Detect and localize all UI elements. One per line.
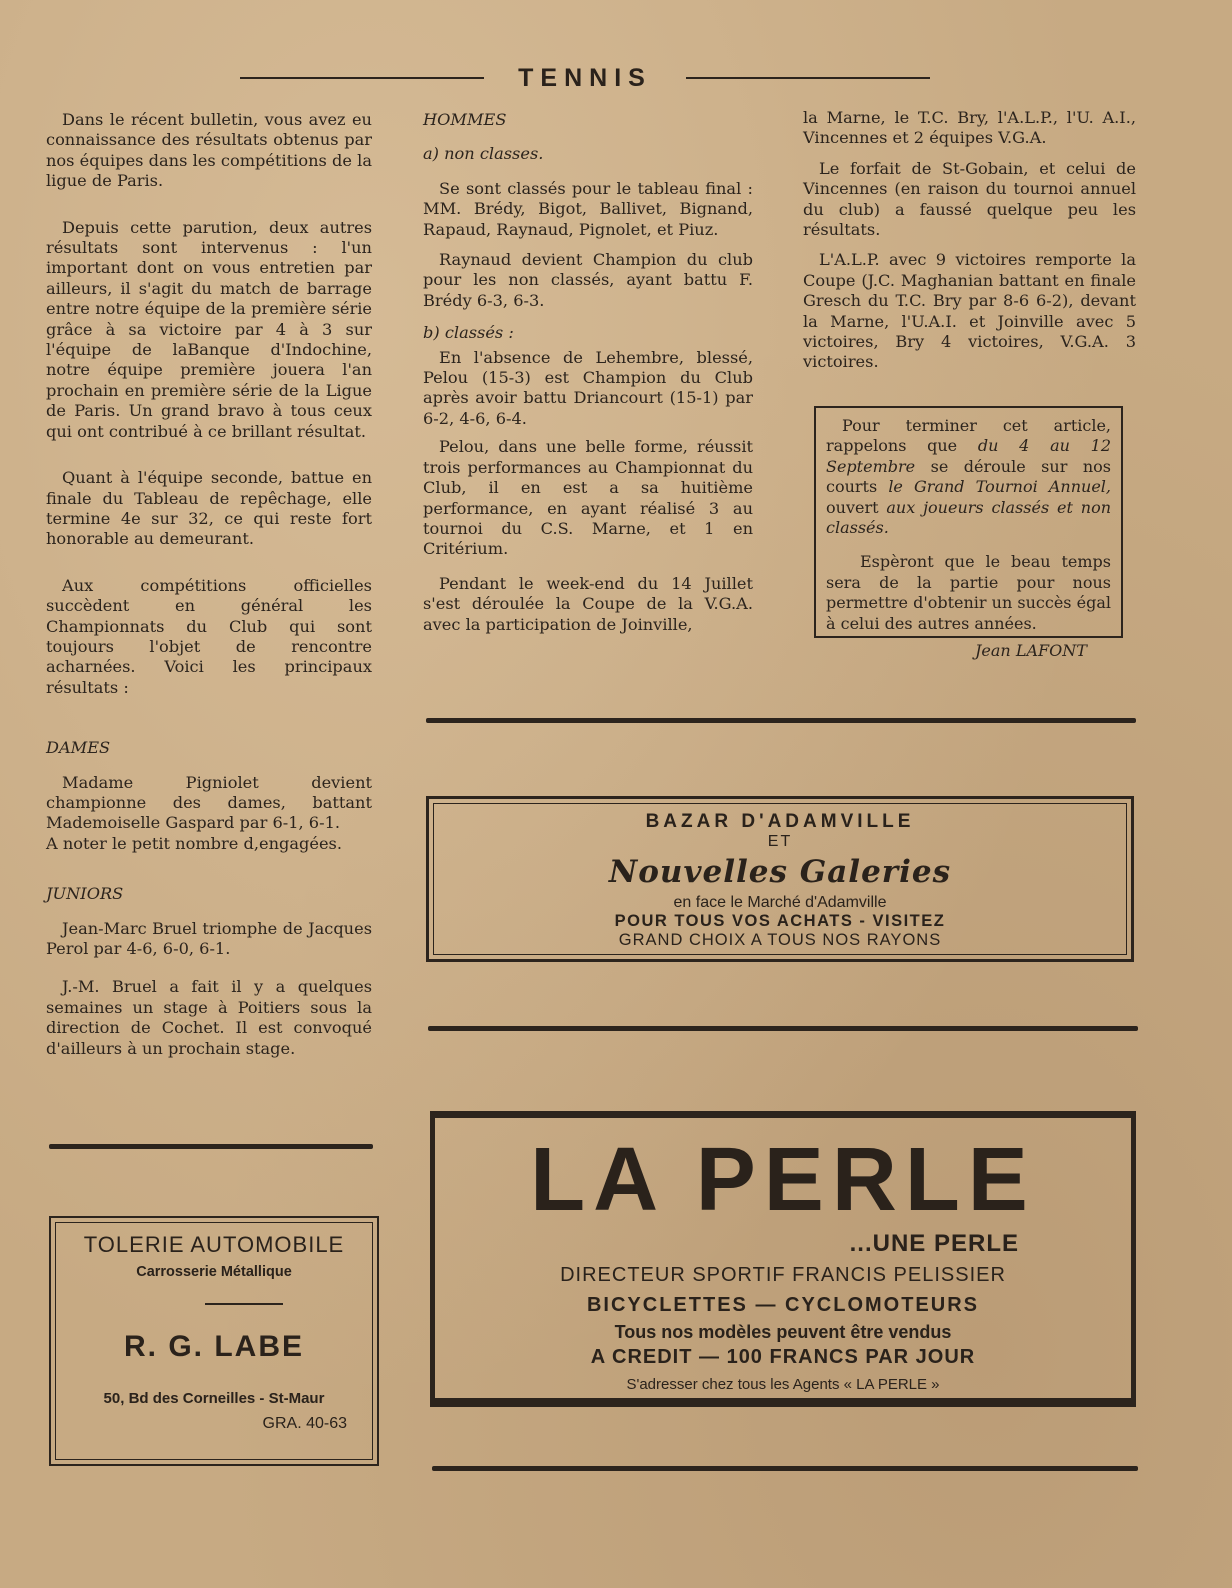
ad-phone: GRA. 40-63 — [262, 1415, 347, 1432]
ad-credit-offer: A CREDIT — 100 FRANCS PAR JOUR — [590, 1346, 976, 1368]
tolerie-automobile-ad — [49, 1216, 379, 1466]
paragraph: Le forfait de St-Gobain, et celui de Vincennes (en raison du tournoi annuel du club) a faussé quelque peu les résultats. — [803, 158, 1136, 240]
ad-director: DIRECTEUR SPORTIF FRANCIS PELISSIER — [560, 1264, 1006, 1286]
ad-credit-note: Tous nos modèles peuvent être vendus — [614, 1322, 952, 1342]
ad-owner-name: R. G. LABE — [123, 1330, 304, 1363]
dames-heading: DAMES — [46, 738, 111, 758]
section-header — [240, 60, 930, 96]
ad-conjunction: ET — [767, 833, 793, 850]
text-run: se déroule sur nos courts — [826, 456, 1111, 497]
paragraph: Madame Pigniolet devient championne des dames, battant Mademoiselle Gaspard par 6-1, 6-1. — [46, 772, 372, 833]
ad-tagline: ...UNE PERLE — [849, 1230, 1019, 1257]
paragraph: Pelou, dans une belle forme, réussit trois performances au Championnat du Club, il en est a sa huitième performance, en ayant réalisé 3 au tournoi du C.S. Marne, et 1 en Critérium. — [423, 437, 753, 559]
paragraph: L'A.L.P. avec 9 victoires remporte la Coupe (J.C. Maghanian battant en finale Gresch du T.C. Bry par 8-6 6-2), devant la Marne, l'U.A.I. et Joinville avec 5 victoires, Bry 4 victoires, V.G.A. 3 victoires. — [803, 250, 1136, 372]
paragraph: Espèront que le beau temps sera de la partie pour nous permettre d'obtenir un succès égal à celui des autres années. — [826, 552, 1111, 633]
paragraph: Jean-Marc Bruel triomphe de Jacques Perol par 4-6, 6-0, 6-1. — [46, 918, 372, 958]
ad-separator — [205, 1303, 283, 1305]
ad-slogan: POUR TOUS VOS ACHATS - VISITEZ — [614, 912, 946, 930]
dates-emphasis: du 4 au 12 Septembre — [826, 436, 1112, 476]
players-emphasis: aux joueurs classés et non classés. — [826, 497, 1112, 538]
ad-brand-name: LA PERLE — [530, 1130, 1036, 1230]
hommes-heading: HOMMES — [423, 110, 507, 129]
article-column-1 — [46, 110, 372, 1059]
header-rule-left — [240, 77, 484, 79]
paragraph: Pendant le week-end du 14 Juillet s'est déroulée la Coupe de la V.G.A. avec la participation de Joinville, — [423, 573, 753, 634]
ad-store-name: BAZAR D'ADAMVILLE — [645, 811, 915, 832]
paragraph: Quant à l'équipe seconde, battue en finale du Tableau de repêchage, elle termine 4e sur 32, ce qui reste fort honorable au demeurant. — [46, 468, 372, 549]
text-run: ouvert — [826, 497, 887, 517]
la-perle-ad — [430, 1111, 1136, 1407]
bazar-adamville-ad — [426, 796, 1134, 962]
paragraph: A noter le petit nombre d,engagées. — [46, 833, 342, 853]
ad-agents: S'adresser chez tous les Agents « LA PERLE » — [626, 1376, 940, 1393]
subheading-classes: b) classés : — [423, 323, 514, 343]
text-run: Pour terminer cet article, rappelons que — [826, 416, 1111, 456]
paragraph: la Marne, le T.C. Bry, l'A.L.P., l'U. A.I., Vincennes et 2 équipes V.G.A. — [803, 108, 1136, 148]
author-signature: Jean LAFONT — [975, 641, 1087, 660]
announcement-text — [826, 416, 1111, 538]
paragraph: Dans le récent bulletin, vous avez eu connaissance des résultats obtenus par nos équipes dans les compétitions de la ligue de Paris. — [46, 110, 372, 191]
ad-location: en face le Marché d'Adamville — [673, 894, 887, 911]
header-rule-right — [686, 77, 930, 79]
paragraph: Aux compétitions officielles succèdent en général les Championnats du Club qui sont toujours l'objet de rencontre acharnées. Voici les principaux résultats : — [46, 575, 372, 697]
juniors-heading: JUNIORS — [46, 884, 124, 904]
page-title: TENNIS — [518, 63, 652, 92]
ad-slogan-2: GRAND CHOIX A TOUS NOS RAYONS — [618, 931, 942, 949]
ad-specialty: Carrosserie Métallique — [136, 1264, 292, 1280]
article-column-3 — [803, 108, 1136, 373]
paragraph: Raynaud devient Champion du club pour les non classés, ayant battu F. Brédy 6-3, 6-3. — [423, 250, 753, 310]
paragraph: J.-M. Bruel a fait il y a quelques semaines un stage à Poitiers sous la direction de Cochet. Il est convoqué d'ailleurs à un prochain stage. — [46, 977, 372, 1058]
ad-address: 50, Bd des Corneilles - St-Maur — [103, 1390, 325, 1407]
paragraph: Se sont classés pour le tableau final : MM. Brédy, Bigot, Ballivet, Bignand, Rapaud, Raynaud, Pignolet, et Piuz. — [423, 178, 753, 239]
divider-rule — [49, 1144, 373, 1149]
subheading-non-classes: a) non classes. — [423, 144, 544, 164]
paragraph: Depuis cette parution, deux autres résultats sont intervenus : l'un important dont on vous entretien par ailleurs, il s'agit du match de barrage entre notre équipe de la première série grâce à sa victoire par 4 à 3 sur l'équipe de laBanque d'Indochine, notre équipe première jouera l'an prochain en première série de la Ligue de Paris. Un grand bravo à tous ceux qui ont contribué à ce brillant résultat. — [46, 217, 372, 441]
paragraph: En l'absence de Lehembre, blessé, Pelou (15-3) est Champion du Club après avoir battu Driancourt (15-1) par 6-2, 4-6, 6-4. — [423, 347, 753, 428]
divider-rule — [426, 718, 1136, 723]
article-column-2 — [423, 110, 753, 635]
divider-rule — [432, 1466, 1138, 1471]
ad-business-type: TOLERIE AUTOMOBILE — [83, 1232, 345, 1257]
tournament-emphasis: le Grand Tournoi Annuel, — [888, 477, 1111, 497]
announcement-box — [814, 406, 1123, 638]
ad-brand-script: Nouvelles Galeries — [608, 854, 952, 890]
divider-rule — [428, 1026, 1138, 1031]
ad-products: BICYCLETTES — CYCLOMOTEURS — [586, 1294, 979, 1316]
